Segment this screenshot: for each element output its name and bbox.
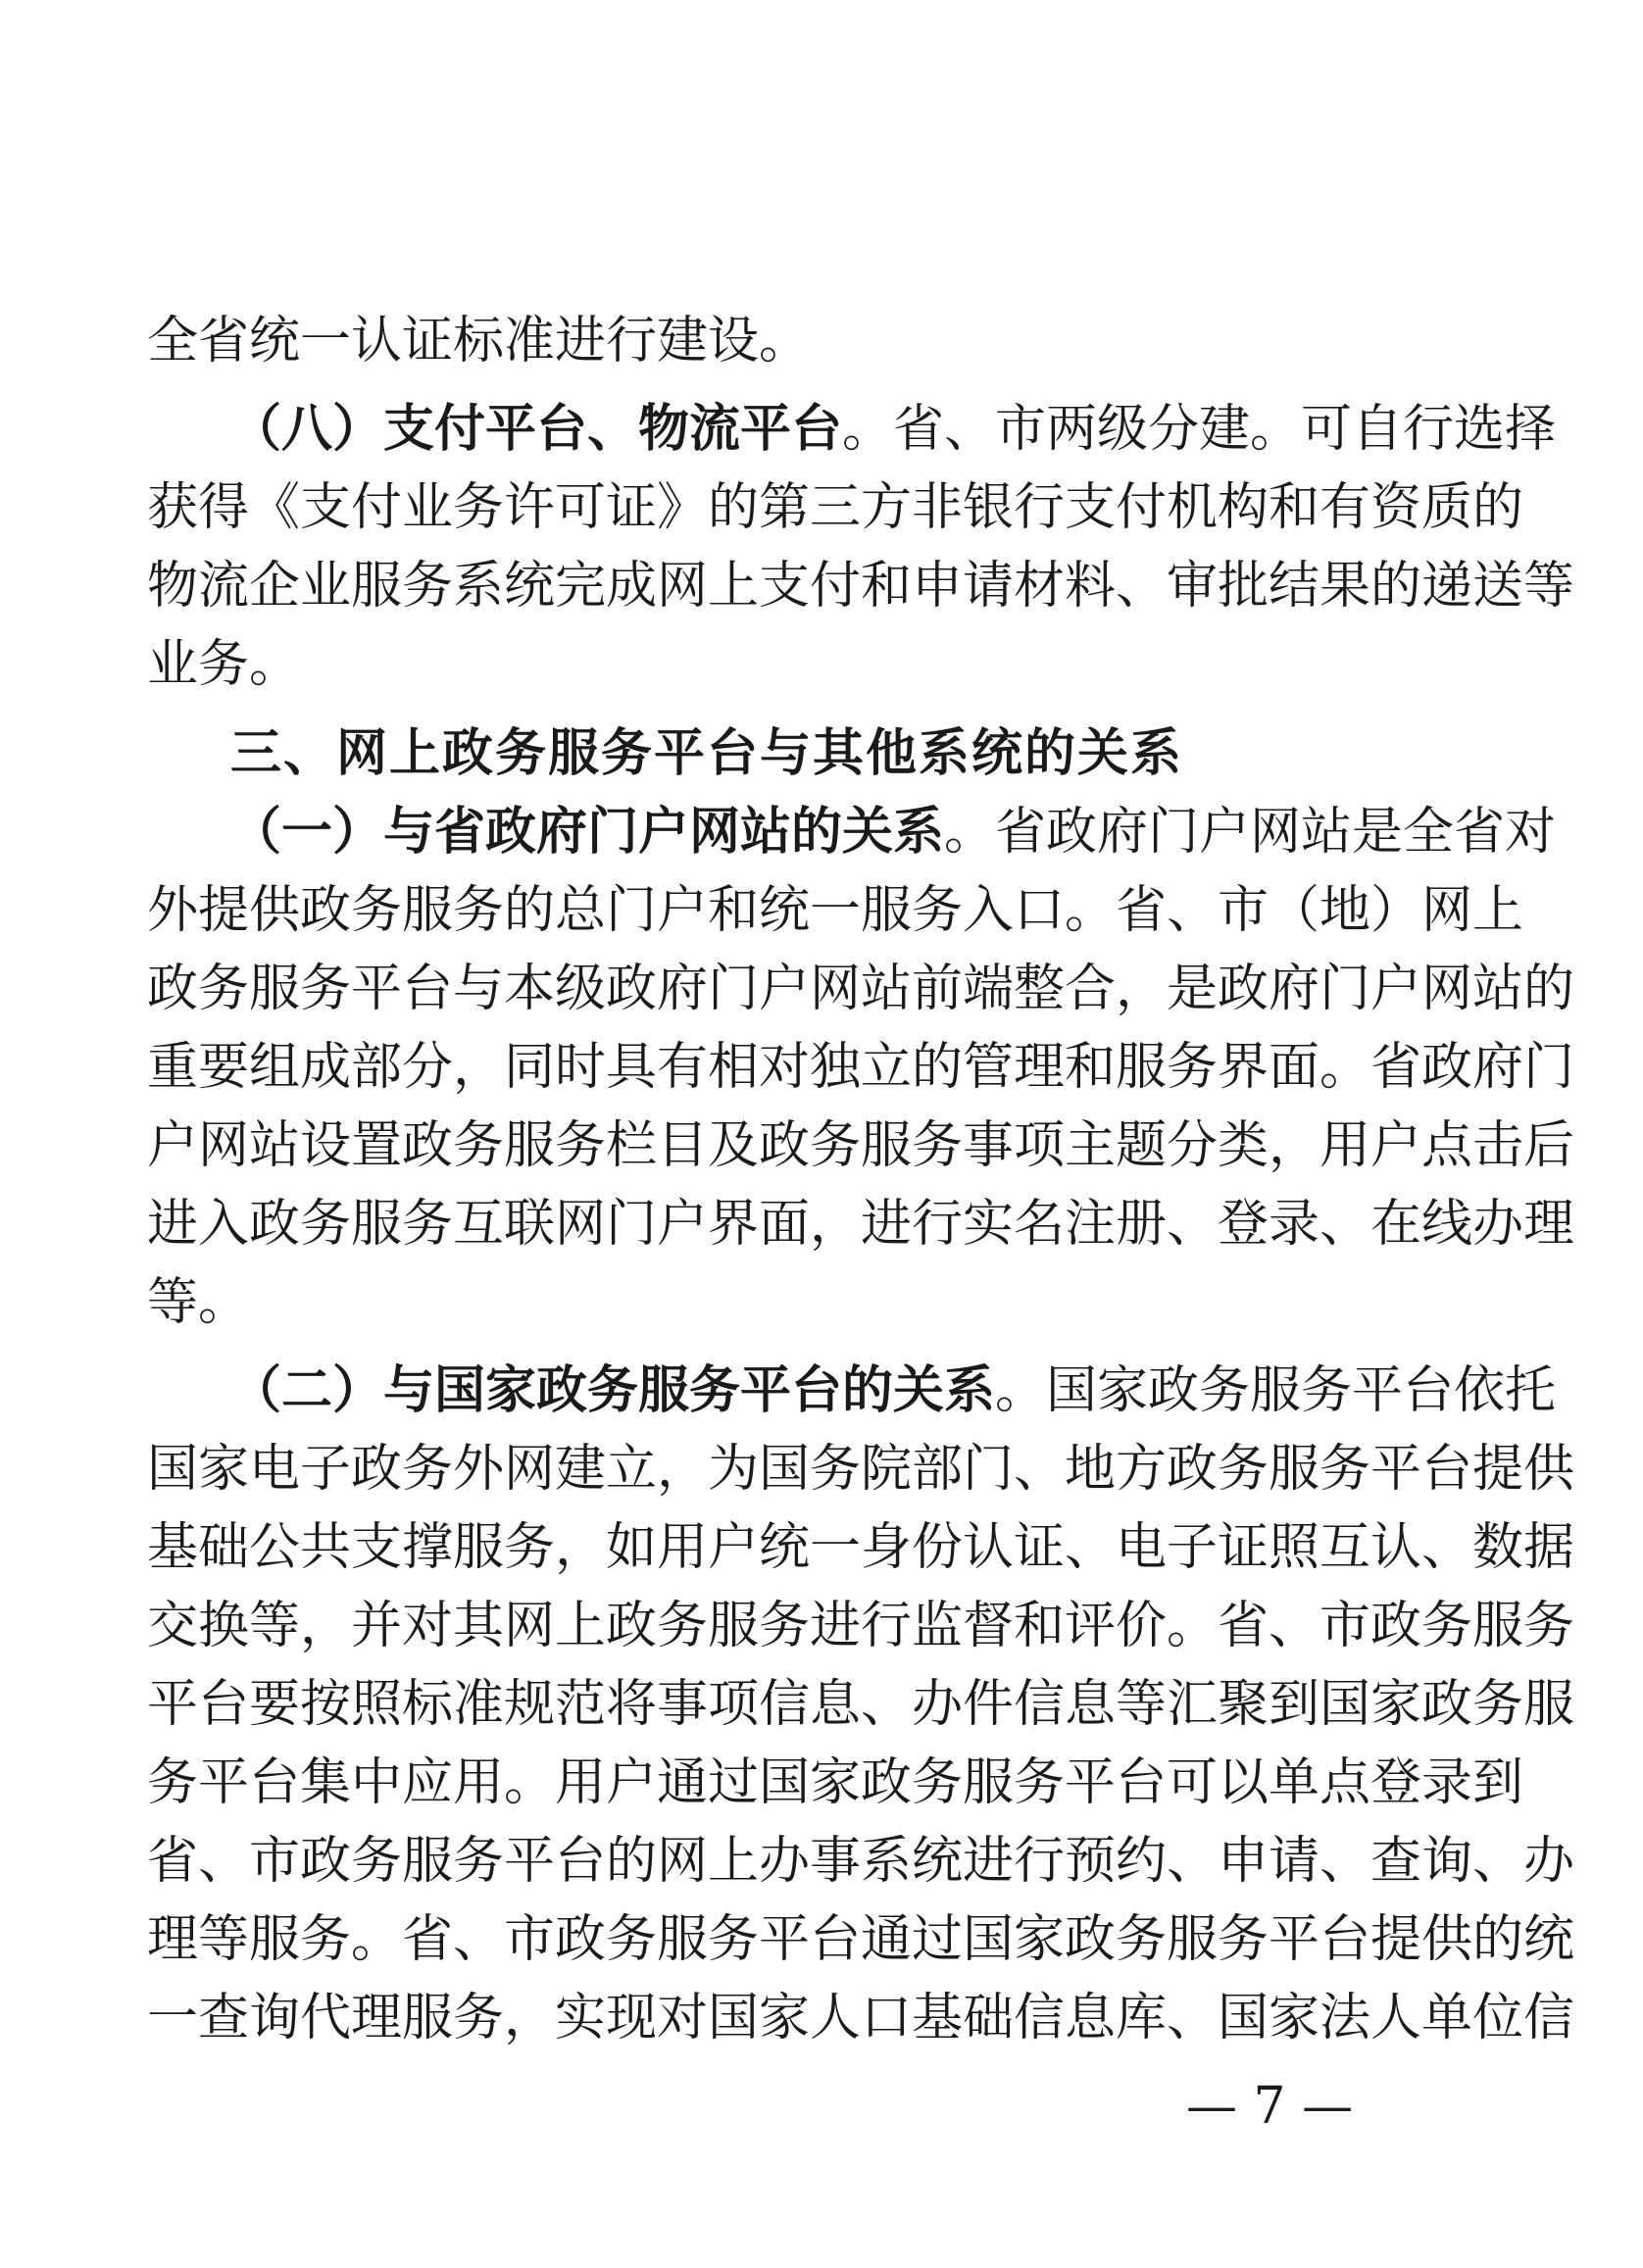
body-text-line: 理等服务。省、市政务服务平台通过国家政务服务平台提供的统 xyxy=(147,1910,1575,1969)
page-number: — 7 — xyxy=(1186,2077,1354,2136)
body-text-line: 户网站设置政务服务栏目及政务服务事项主题分类，用户点击后 xyxy=(147,1116,1575,1175)
body-text-line: 物流企业服务系统完成网上支付和申请材料、审批结果的递送等 xyxy=(147,557,1575,616)
body-text-span: 。国家政务服务平台依托 xyxy=(995,1361,1557,1420)
subsection-2-paragraph-start xyxy=(230,1361,1557,1420)
section-8-title: （八）支付平台、物流平台 xyxy=(230,400,843,459)
body-text-span: 。省政府门户网站是全省对 xyxy=(944,803,1557,862)
body-text-line: 平台要按照标准规范将事项信息、办件信息等汇聚到国家政务服 xyxy=(147,1675,1575,1734)
body-text-line: 务平台集中应用。用户通过国家政务服务平台可以单点登录到 xyxy=(147,1753,1524,1812)
body-text-line: 政务服务平台与本级政府门户网站前端整合，是政府门户网站的 xyxy=(147,960,1575,1018)
body-text-line: 交换等，并对其网上政务服务进行监督和评价。省、市政务服务 xyxy=(147,1597,1575,1655)
body-text-line: 基础公共支撑服务，如用户统一身份认证、电子证照互认、数据 xyxy=(147,1518,1575,1577)
section-3-heading: 三、网上政务服务平台与其他系统的关系 xyxy=(230,724,1184,783)
section-8-paragraph-start xyxy=(230,400,1557,459)
body-text-span: 。省、市两级分建。可自行选择 xyxy=(842,400,1557,459)
subsection-1-paragraph-start xyxy=(230,803,1557,862)
body-text-line: 业务。 xyxy=(147,635,301,694)
body-text-line: 重要组成部分，同时具有相对独立的管理和服务界面。省政府门 xyxy=(147,1038,1575,1097)
body-text-line: 全省统一认证标准进行建设。 xyxy=(147,312,811,370)
body-text-line: 一查询代理服务，实现对国家人口基础信息库、国家法人单位信 xyxy=(147,1989,1575,2047)
body-text-line: 获得《支付业务许可证》的第三方非银行支付机构和有资质的 xyxy=(147,478,1524,537)
body-text-line: 等。 xyxy=(147,1273,250,1332)
subsection-2-title: （二）与国家政务服务平台的关系 xyxy=(230,1361,996,1420)
body-text-line: 国家电子政务外网建立，为国务院部门、地方政务服务平台提供 xyxy=(147,1440,1575,1499)
body-text-line: 省、市政务服务平台的网上办事系统进行预约、申请、查询、办 xyxy=(147,1832,1575,1891)
subsection-1-title: （一）与省政府门户网站的关系 xyxy=(230,803,945,862)
body-text-line: 进入政务服务互联网门户界面，进行实名注册、登录、在线办理 xyxy=(147,1195,1575,1254)
body-text-line: 外提供政务服务的总门户和统一服务入口。省、市（地）网上 xyxy=(147,881,1524,940)
